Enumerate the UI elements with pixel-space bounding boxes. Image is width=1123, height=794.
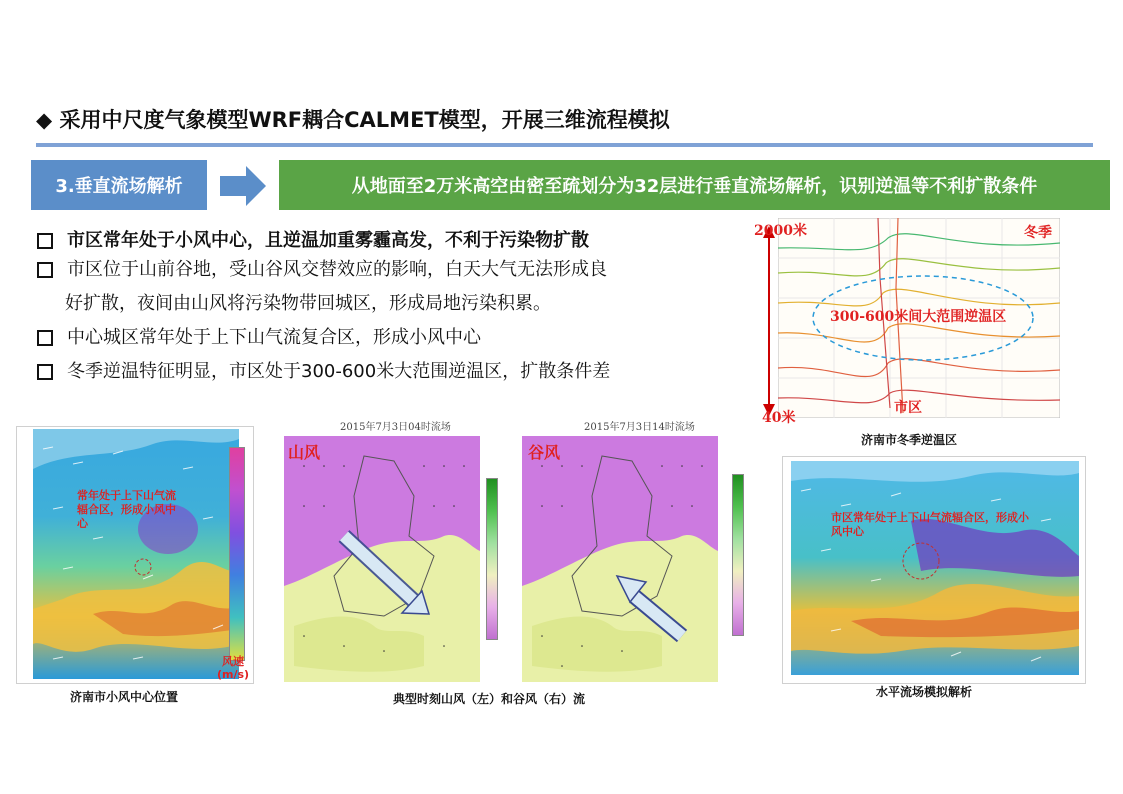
horizontal-flow-annotation: 市区常年处于上下山气流辐合区，形成小风中心: [831, 511, 1029, 538]
bullet-item: 中心城区常年处于上下山气流复合区，形成小风中心: [34, 323, 734, 352]
inversion-caption: 济南市冬季逆温区: [861, 433, 958, 447]
wind-speed-map: [33, 429, 239, 679]
valley-wind-label: 谷风: [528, 443, 561, 462]
mountain-plot-title: 2015年7月3日04时流场: [340, 422, 451, 433]
season-label: 冬季: [1024, 225, 1052, 241]
mountain-wind-label: 山风: [288, 443, 321, 462]
horizontal-flow-map: [791, 461, 1079, 675]
bullet-continuation: 好扩散，夜间由山风将污染物带回城区，形成局地污染积累。: [65, 293, 551, 314]
height-arrow-icon: [762, 226, 776, 416]
terrain-colorbar: [732, 474, 744, 636]
valley-wind-map: [522, 436, 718, 682]
checkbox-square-icon: [37, 330, 53, 346]
small-wind-annotation: 常年处于上下山气流辐合区，形成小风中心: [77, 489, 176, 530]
checkbox-square-icon: [37, 262, 53, 278]
valley-plot-title: 2015年7月3日14时流场: [584, 422, 695, 433]
mountain-wind-figure: [262, 414, 502, 710]
height-bottom-label: 40米: [762, 410, 796, 426]
bullet-item: 市区位于山前谷地，受山谷风交替效应的影响，白天大气无法形成良: [34, 255, 734, 284]
bullet-item: 市区常年处于小风中心，且逆温加重雾霾高发，不利于污染物扩散: [34, 226, 734, 255]
checkbox-square-icon: [37, 233, 53, 249]
bullet-item: 冬季逆温特征明显，市区处于300-600米大范围逆温区，扩散条件差: [34, 357, 734, 386]
mountain-wind-map: [284, 436, 480, 682]
valley-wind-figure: [500, 414, 756, 710]
page-title: ◆ 采用中尺度气象模型WRF耦合CALMET模型，开展三维流程模拟: [36, 108, 670, 132]
mountain-valley-caption: 典型时刻山风（左）和谷风（右）流: [393, 692, 586, 706]
inversion-zone-label: 300-600米间大范围逆温区: [830, 309, 1007, 325]
height-top-label: 2000米: [754, 223, 807, 239]
wind-speed-legend-title: 风速 (m/s): [216, 655, 250, 681]
title-divider: [36, 143, 1093, 147]
horizontal-flow-caption: 水平流场模拟解析: [876, 685, 973, 699]
inversion-figure: [738, 212, 1066, 432]
city-label: 市区: [894, 400, 922, 416]
wind-speed-colorbar: [229, 447, 245, 661]
right-arrow-icon: [220, 166, 266, 206]
small-wind-figure: [16, 426, 254, 684]
step-description-box: 从地面至2万米高空由密至疏划分为32层进行垂直流场解析，识别逆温等不利扩散条件: [279, 160, 1110, 210]
horizontal-flow-figure: [782, 456, 1086, 684]
bullet-list: [34, 226, 734, 386]
small-wind-caption: 济南市小风中心位置: [70, 690, 179, 704]
terrain-colorbar: [486, 478, 498, 640]
checkbox-square-icon: [37, 364, 53, 380]
step-label-box: 3.垂直流场解析: [31, 160, 207, 210]
